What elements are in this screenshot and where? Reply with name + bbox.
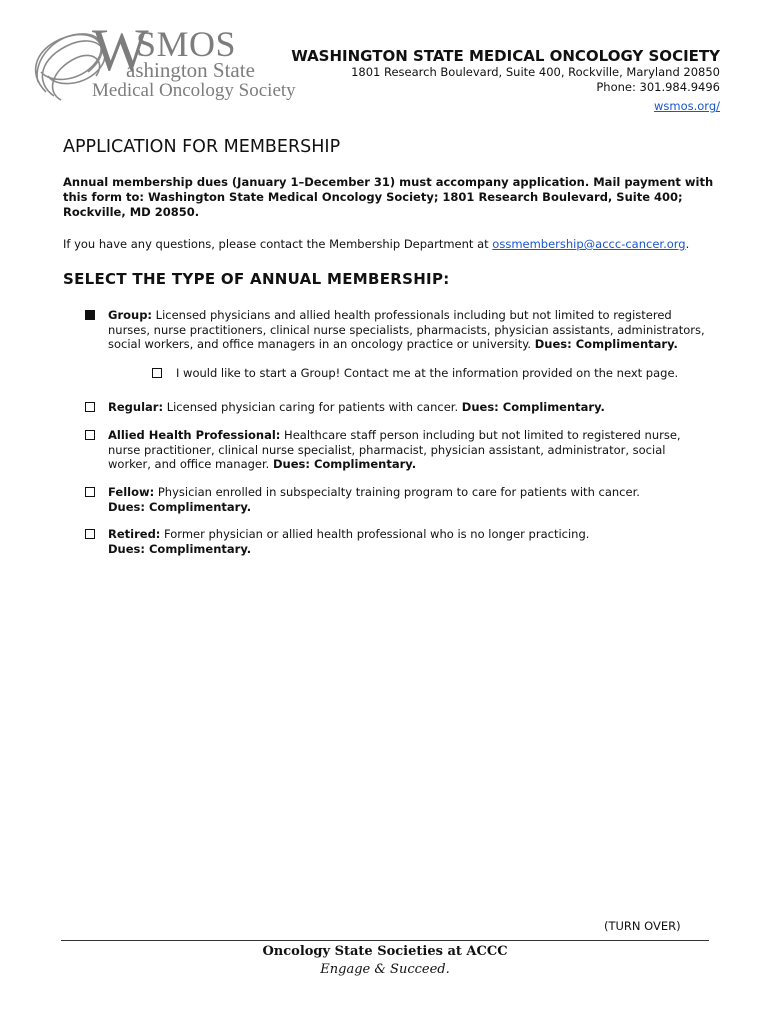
logo-smos: SMOS — [136, 24, 237, 64]
regular-desc: Licensed physician caring for patients with cancer. — [163, 400, 462, 414]
membership-email-link[interactable]: ossmembership@accc-cancer.org — [492, 237, 686, 251]
turn-over-note: (TURN OVER) — [604, 919, 681, 933]
regular-dues: Dues: Complimentary. — [461, 400, 605, 414]
questions-end: . — [685, 237, 690, 251]
option-allied-health — [85, 428, 715, 472]
option-regular — [85, 400, 715, 416]
fellow-checkbox[interactable] — [85, 487, 95, 497]
retired-dues: Dues: Complimentary. — [108, 541, 252, 556]
footer — [0, 943, 770, 979]
option-group — [85, 308, 715, 352]
group-desc: Licensed physicians and allied health professionals including but not limited to registered nurses, nurse practitioners, clinical nurse specialists, pharmacists, physician assistants, administrators, social workers, and office managers in an oncology practice or university. — [108, 308, 705, 351]
retired-label: Retired: — [108, 527, 161, 541]
start-group-text: I would like to start a Group! Contact me at the information provided on the next page. — [176, 366, 679, 380]
org-header — [291, 47, 720, 114]
allied-desc: Healthcare staff person including but not limited to registered nurse, nurse practitioner, clinical nurse specialist, pharmacist, physician assistant, administrator, social worker, and office manager. — [108, 428, 681, 471]
group-checkbox[interactable] — [85, 310, 95, 320]
wsmos-logo — [26, 17, 296, 106]
org-website-link[interactable]: wsmos.org/ — [653, 99, 720, 113]
section-title: SELECT THE TYPE OF ANNUAL MEMBERSHIP: — [63, 270, 450, 288]
option-fellow — [85, 485, 715, 515]
footer-divider — [61, 940, 709, 941]
retired-desc: Former physician or allied health professional who is no longer practicing. — [160, 527, 590, 541]
footer-line2: Engage & Succeed. — [320, 962, 450, 977]
logo-line-society: Medical Oncology Society — [92, 80, 296, 101]
retired-checkbox[interactable] — [85, 529, 95, 539]
questions-text: If you have any questions, please contact the Membership Department at — [63, 237, 493, 251]
org-phone: Phone: 301.984.9496 — [596, 80, 720, 94]
allied-dues: Dues: Complimentary. — [272, 457, 417, 471]
start-group-checkbox[interactable] — [152, 368, 162, 378]
regular-checkbox[interactable] — [85, 402, 95, 412]
group-dues: Dues: Complimentary. — [534, 337, 678, 351]
fellow-label: Fellow: — [108, 485, 155, 499]
allied-label: Allied Health Professional: — [108, 428, 281, 442]
org-address: 1801 Research Boulevard, Suite 400, Rockville, Maryland 20850 — [351, 65, 720, 79]
questions-paragraph — [63, 237, 723, 252]
allied-checkbox[interactable] — [85, 430, 95, 440]
page-title: APPLICATION FOR MEMBERSHIP — [63, 137, 341, 157]
intro-paragraph: Annual membership dues (January 1–December 31) must accompany application. Mail payment with this form to: Washington State Medical Oncology Society; 1801 Research Boulevard, Suite 400; Rockville, MD 20850. — [63, 175, 714, 219]
group-label: Group: — [108, 308, 153, 322]
fellow-dues: Dues: Complimentary. — [108, 499, 252, 514]
footer-line1: Oncology State Societies at ACCC — [262, 944, 508, 959]
logo-letter-w: W — [92, 17, 149, 83]
option-retired — [85, 527, 715, 557]
logo-line-state: ashington State — [126, 58, 255, 82]
regular-label: Regular: — [108, 400, 164, 414]
fellow-desc: Physician enrolled in subspecialty training program to care for patients with cancer. — [154, 485, 640, 499]
org-name: WASHINGTON STATE MEDICAL ONCOLOGY SOCIETY — [291, 47, 720, 65]
